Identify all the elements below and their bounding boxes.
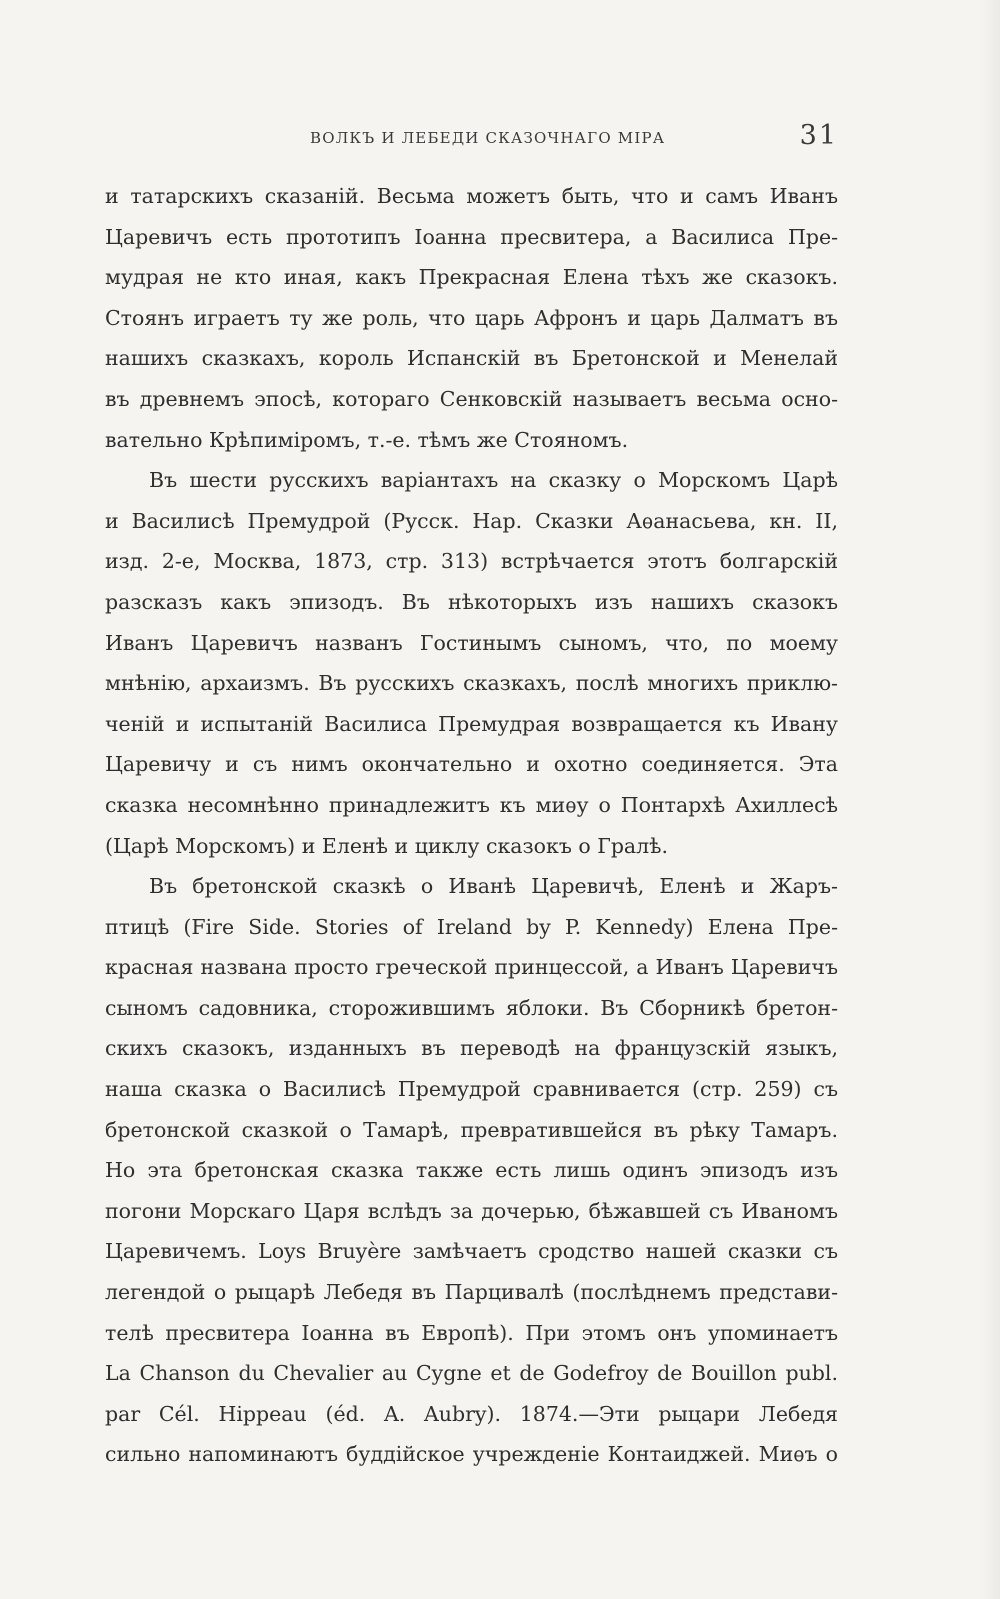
text-line: сыномъ садовника, сторожившимъ яблоки. Въ Сборникѣ бретон- — [105, 995, 838, 1020]
text-line: погони Морскаго Царя вслѣдъ за дочерью, бѣжавшей съ Иваномъ — [105, 1198, 838, 1223]
text-line: въ древнемъ эпосѣ, котораго Сенковскій называетъ весьма осно- — [105, 386, 838, 411]
text-line: Царевичемъ. Loys Bruyère замѣчаетъ сродство нашей сказки съ — [105, 1239, 838, 1264]
text-line: изд. 2-е, Москва, 1873, стр. 313) встрѣчается этотъ болгарскій — [105, 549, 838, 574]
text-line: ченій и испытаній Василиса Премудрая возвращается къ Ивану — [105, 711, 838, 736]
text-line: сильно напоминаютъ буддійское учрежденіе Контаиджей. Миѳъ о — [105, 1442, 838, 1467]
text-line: бретонской сказкой о Тамарѣ, превратившейся въ рѣку Тамаръ. — [105, 1117, 838, 1142]
body-text — [105, 176, 838, 1475]
text-line: нашихъ сказкахъ, король Испанскій въ Бретонской и Менелай — [105, 346, 838, 371]
text-line: и Василисѣ Премудрой (Русск. Нар. Сказки Аѳанасьева, кн. II, — [105, 508, 838, 533]
running-title: ВОЛКЪ И ЛЕБЕДИ СКАЗОЧНАГО МІРА — [310, 129, 666, 147]
text-line: красная названа просто греческой принцессой, а Иванъ Царевичъ — [105, 955, 838, 980]
text-line: разсказъ какъ эпизодъ. Въ нѣкоторыхъ изъ нашихъ сказокъ — [105, 589, 838, 614]
text-line: и татарскихъ сказаній. Весьма можетъ быть, что и самъ Иванъ — [105, 184, 838, 208]
text-line: легендой о рыцарѣ Лебедя въ Парцивалѣ (послѣднемъ представи- — [105, 1280, 838, 1305]
text-line: Въ шести русскихъ варіантахъ на сказку о Морскомъ Царѣ — [149, 468, 838, 493]
text-line: наша сказка о Василисѣ Премудрой сравнивается (стр. 259) съ — [105, 1077, 838, 1102]
text-line: скихъ сказокъ, изданныхъ въ переводѣ на французскій языкъ, — [105, 1036, 838, 1061]
text-line: Иванъ Царевичъ названъ Гостинымъ сыномъ, что, по моему — [105, 630, 838, 655]
text-line: сказка несомнѣнно принадлежитъ къ миѳу о Понтархѣ Ахиллесѣ — [105, 792, 838, 817]
page-number: 31 — [799, 120, 838, 151]
page-edge-shadow — [982, 0, 1000, 1599]
text-line: (Царѣ Морскомъ) и Еленѣ и циклу сказокъ о Гралѣ. — [105, 833, 669, 858]
text-line: par Cél. Hippeau (éd. A. Aubry). 1874.—Эти рыцари Лебедя — [105, 1401, 838, 1426]
text-line: вательно Крѣпиміромъ, т.-е. тѣмъ же Стояномъ. — [105, 427, 629, 452]
text-line: мнѣнію, архаизмъ. Въ русскихъ сказкахъ, послѣ многихъ приклю- — [105, 671, 838, 696]
text-line: Но эта бретонская сказка также есть лишь одинъ эпизодъ изъ — [105, 1158, 838, 1183]
page-header — [105, 112, 838, 162]
text-line: La Chanson du Chevalier au Cygne et de Godefroy de Bouillon publ. — [105, 1361, 838, 1386]
text-line: Царевичъ есть прототипъ Іоанна пресвитера, а Василиса Пре- — [105, 224, 838, 249]
text-line: телѣ пресвитера Іоанна въ Европѣ). При этомъ онъ упоминаетъ — [105, 1320, 838, 1345]
text-line: Царевичу и съ нимъ окончательно и охотно соединяется. Эта — [105, 752, 838, 777]
text-line: мудрая не кто иная, какъ Прекрасная Елена тѣхъ же сказокъ. — [105, 265, 838, 290]
text-line: Стоянъ играетъ ту же роль, что царь Афронъ и царь Далматъ въ — [105, 305, 838, 330]
text-line: птицѣ (Fire Side. Stories of Ireland by P. Kennedy) Елена Пре- — [105, 914, 838, 939]
text-line: Въ бретонской сказкѣ о Иванѣ Царевичѣ, Еленѣ и Жаръ- — [149, 874, 838, 899]
